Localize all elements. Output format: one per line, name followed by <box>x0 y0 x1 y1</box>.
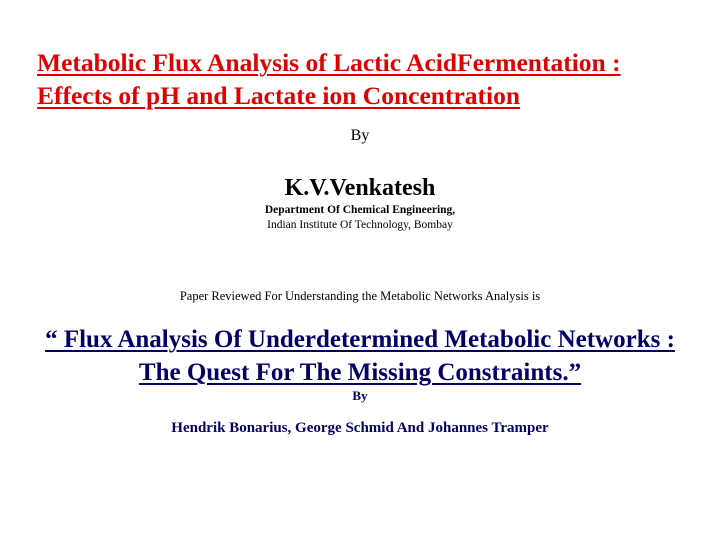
reviewed-text: Paper Reviewed For Understanding the Metabolic Networks Analysis is <box>179 289 541 303</box>
paper-title-line-1-text: “ Flux Analysis Of Underdetermined Metabolic Networks : <box>45 326 675 353</box>
paper-title-line-2 <box>0 356 720 389</box>
paper-title-line-2-text: The Quest For The Missing Constraints.” <box>138 359 582 386</box>
paper-authors: Hendrik Bonarius, George Schmid And Johannes Tramper <box>171 420 549 436</box>
slide-title-line-1: Metabolic Flux Analysis of Lactic AcidFermentation : <box>37 48 621 77</box>
author-department: Department Of Chemical Engineering, <box>264 204 456 216</box>
slide-title <box>37 46 621 112</box>
paper-title-line-1 <box>0 323 720 356</box>
author-institute: Indian Institute Of Technology, Bombay <box>267 219 453 231</box>
slide-title-line-2: Effects of pH and Lactate ion Concentration <box>37 81 521 110</box>
paper-by-label: By <box>352 388 368 403</box>
author-name: K.V.Venkatesh <box>284 175 436 201</box>
by-label: By <box>350 127 370 144</box>
